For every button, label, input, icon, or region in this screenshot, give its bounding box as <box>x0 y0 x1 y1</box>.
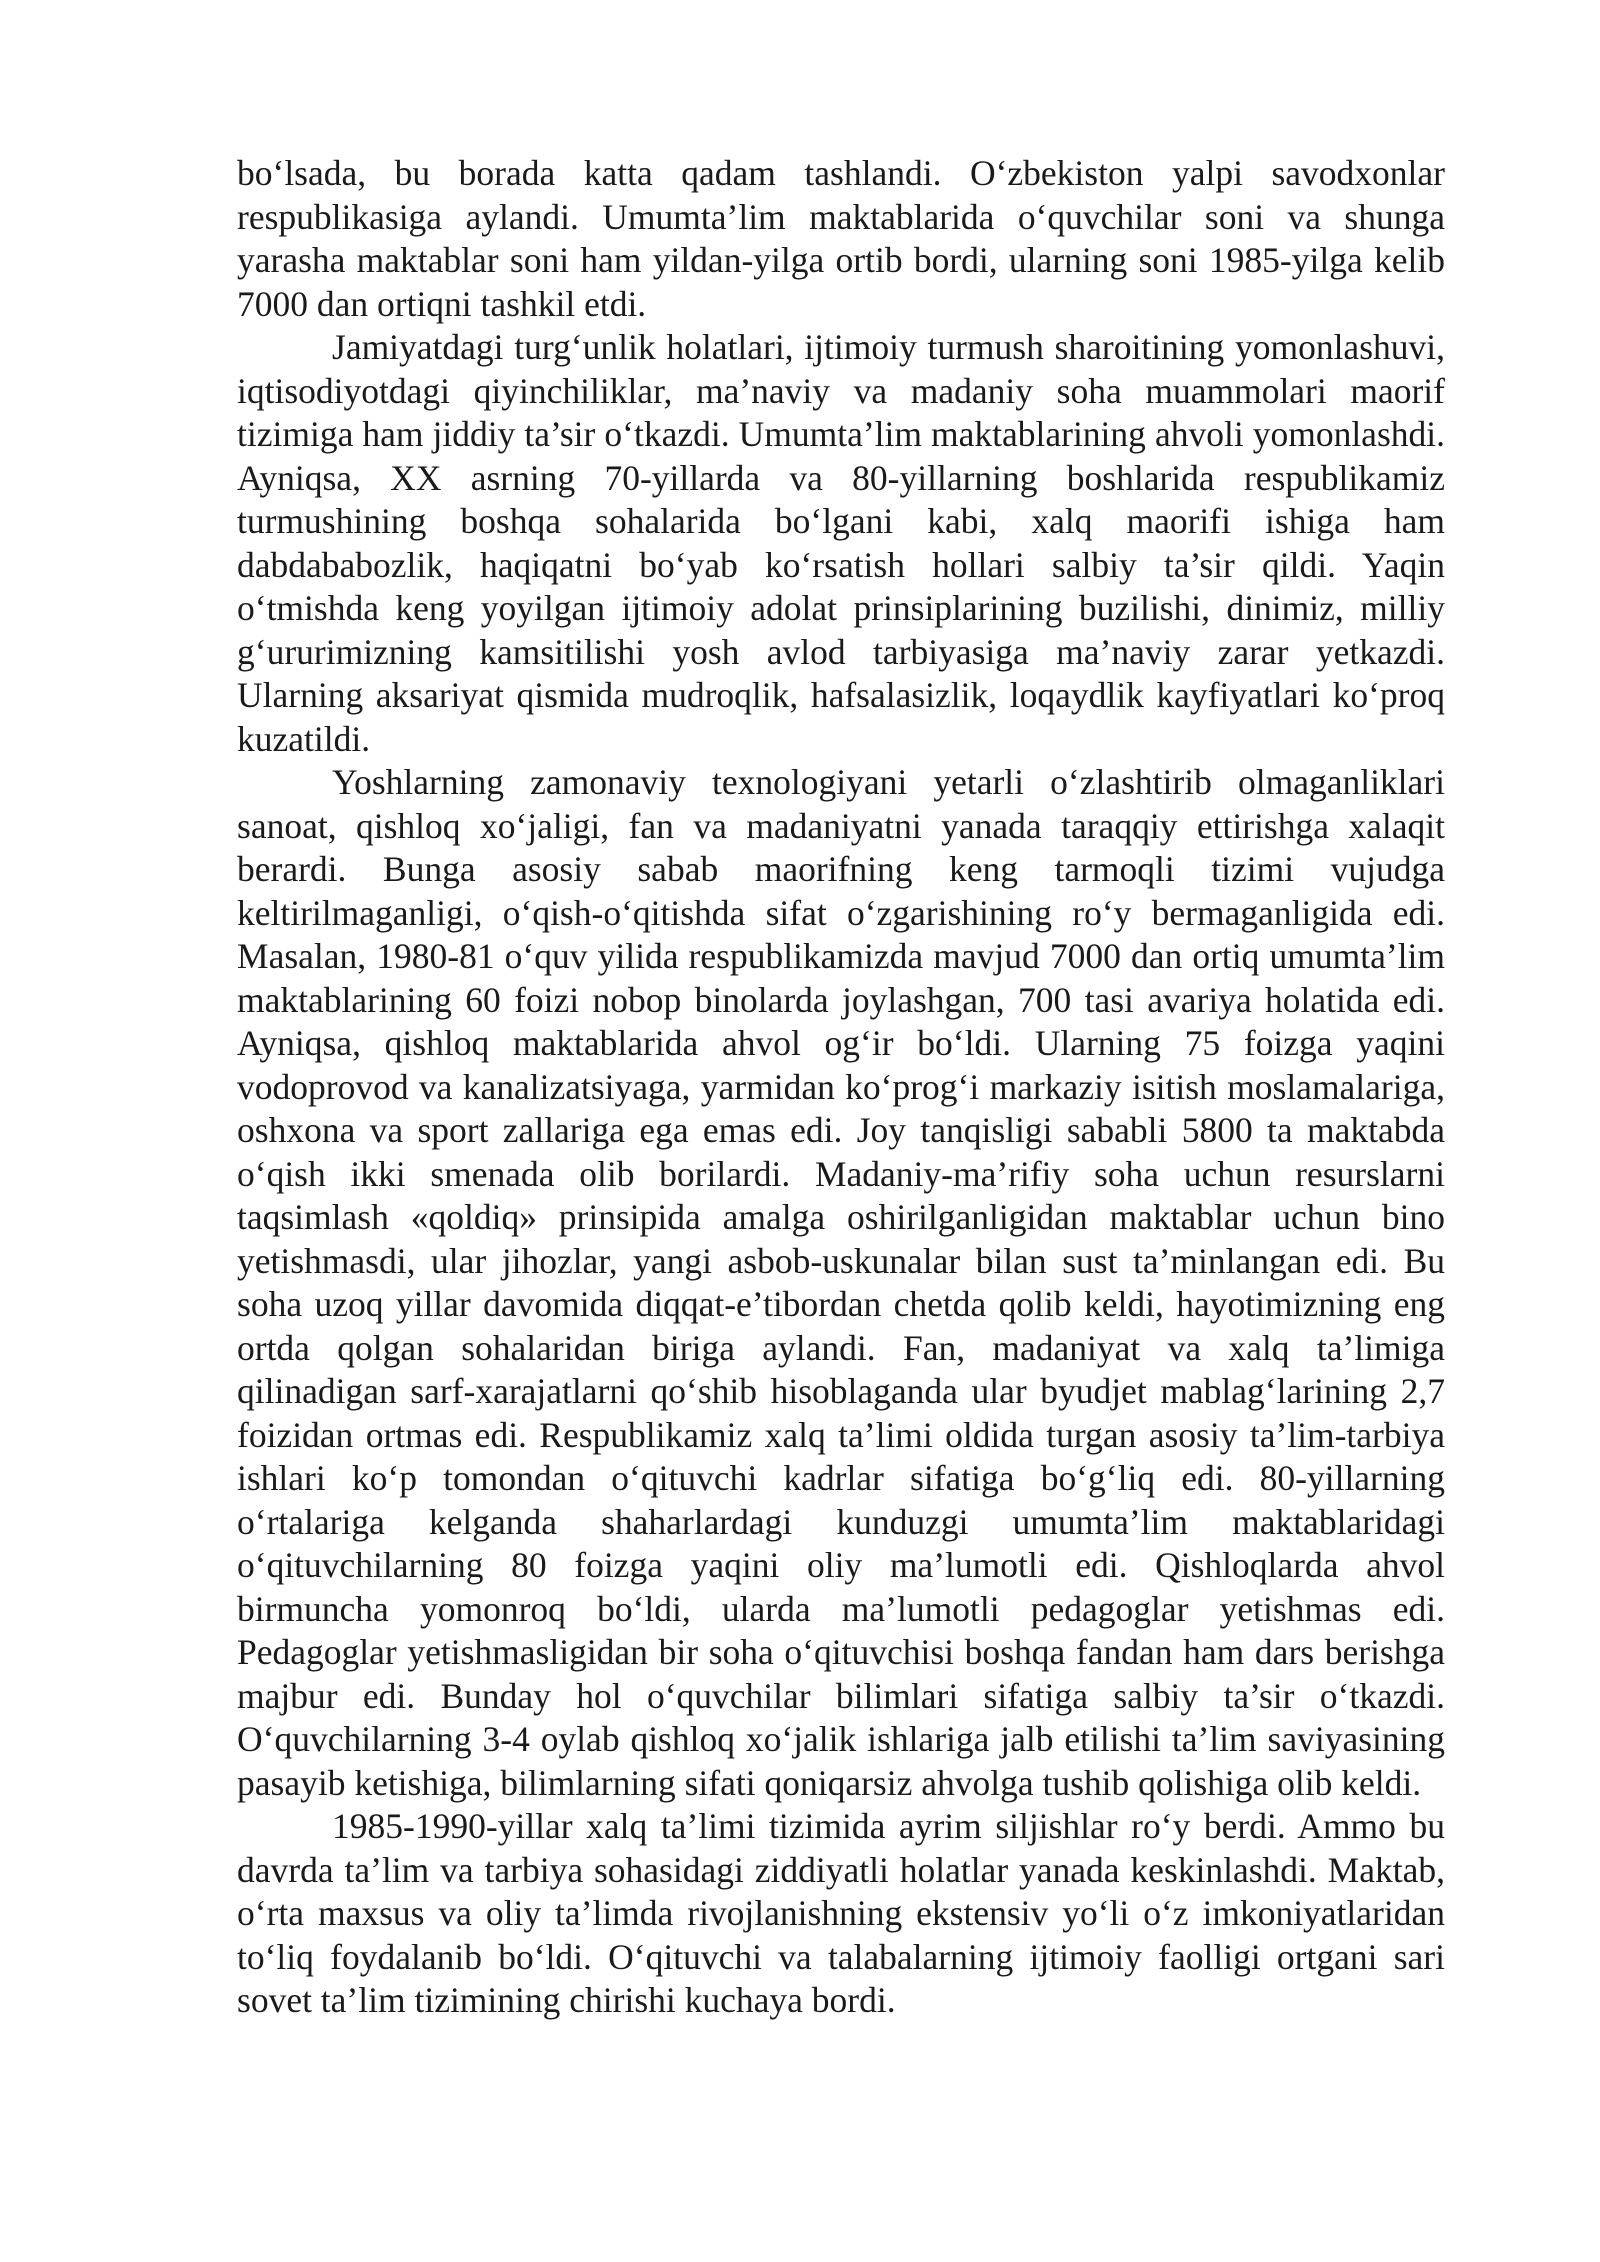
paragraph-1985-1990: 1985-1990-yillar xalq ta’limi tizimida ayrim siljishlar ro‘y berdi. Ammo bu davrda ta’lim va tarbiya sohasidagi ziddiyatli holatlar yanada keskinlashdi. Maktab, o‘rta maxsus va oliy ta’limda rivojlanishning ekstensiv yo‘li o‘z imkoniyatlaridan to‘liq foydalanib bo‘ldi. O‘qituvchi va talabalarning ijtimoiy faolligi ortgani sari sovet ta’lim tizimining chirishi kuchaya bordi. <box>237 1806 1445 2020</box>
document-page <box>237 152 1445 2023</box>
paragraph-school-conditions: Yoshlarning zamonaviy texnologiyani yetarli o‘zlashtirib olmaganliklari sanoat, qishloq xo‘jaligi, fan va madaniyatni yanada taraqqiy ettirishga xalaqit berardi. Bunga asosiy sabab maorifning keng tarmoqli tizimi vujudga keltirilmaganligi, o‘qish-o‘qitishda sifat o‘zgarishining ro‘y bermaganligida edi. Masalan, 1980-81 o‘quv yilida respublikamizda mavjud 7000 dan ortiq umumta’lim maktablarining 60 foizi nobop binolarda joylashgan, 700 tasi avariya holatida edi. Ayniqsa, qishloq maktablarida ahvol og‘ir bo‘ldi. Ularning 75 foizga yaqini vodoprovod va kanalizatsiyaga, yarmidan ko‘prog‘i markaziy isitish moslamalariga, oshxona va sport zallariga ega emas edi. Joy tanqisligi sababli 5800 ta maktabda o‘qish ikki smenada olib borilardi. Madaniy-ma’rifiy soha uchun resurslarni taqsimlash «qoldiq» prinsipida amalga oshirilganligidan maktablar uchun bino yetishmasdi, ular jihozlar, yangi asbob-uskunalar bilan sust ta’minlangan edi. Bu soha uzoq yillar davomida diqqat-e’tibordan chetda qolib keldi, hayotimizning eng ortda qolgan sohalaridan biriga aylandi. Fan, madaniyat va xalq ta’limiga qilinadigan sarf-xarajatlarni qo‘shib hisoblaganda ular byudjet mablag‘larining 2,7 foizidan ortmas edi. Respublikamiz xalq ta’limi oldida turgan asosiy ta’lim-tarbiya ishlari ko‘p tomondan o‘qituvchi kadrlar sifatiga bo‘g‘liq edi. 80-yillarning o‘rtalariga kelganda shaharlardagi kunduzgi umumta’lim maktablaridagi o‘qituvchilarning 80 foizga yaqini oliy ma’lumotli edi. Qishloqlarda ahvol birmuncha yomonroq bo‘ldi, ularda ma’lumotli pedagoglar yetishmas edi. Pedagoglar yetishmasligidan bir soha o‘qituvchisi boshqa fandan ham dars berishga majbur edi. Bunday hol o‘quvchilar bilimlari sifatiga salbiy ta’sir o‘tkazdi. O‘quvchilarning 3-4 oylab qishloq xo‘jalik ishlariga jalb etilishi ta’lim saviyasining pasayib ketishiga, bilimlarning sifati qoniqarsiz ahvolga tushib qolishiga olib keldi. <box>237 762 1445 1803</box>
paragraph-continuation: bo‘lsada, bu borada katta qadam tashlandi. O‘zbekiston yalpi savodxonlar respublikasiga aylandi. Umumta’lim maktablarida o‘quvchilar soni va shunga yarasha maktablar soni ham yildan-yilga ortib bordi, ularning soni 1985-yilga kelib 7000 dan ortiqni tashkil etdi. <box>237 153 1445 324</box>
paragraph-stagnation: Jamiyatdagi turg‘unlik holatlari, ijtimoiy turmush sharoitining yomonlashuvi, iqtisodiyotdagi qiyinchiliklar, ma’naviy va madaniy soha muammolari maorif tizimiga ham jiddiy ta’sir o‘tkazdi. Umumta’lim maktablarining ahvoli yomonlashdi. Ayniqsa, XX asrning 70-yillarda va 80-yillarning boshlarida respublikamiz turmushining boshqa sohalarida bo‘lgani kabi, xalq maorifi ishiga ham dabdababozlik, haqiqatni bo‘yab ko‘rsatish hollari salbiy ta’sir qildi. Yaqin o‘tmishda keng yoyilgan ijtimoiy adolat prinsiplarining buzilishi, dinimiz, milliy g‘ururimizning kamsitilishi yosh avlod tarbiyasiga ma’naviy zarar yetkazdi. Ularning aksariyat qismida mudroqlik, hafsalasizlik, loqaydlik kayfiyatlari ko‘proq kuzatildi. <box>237 327 1445 759</box>
